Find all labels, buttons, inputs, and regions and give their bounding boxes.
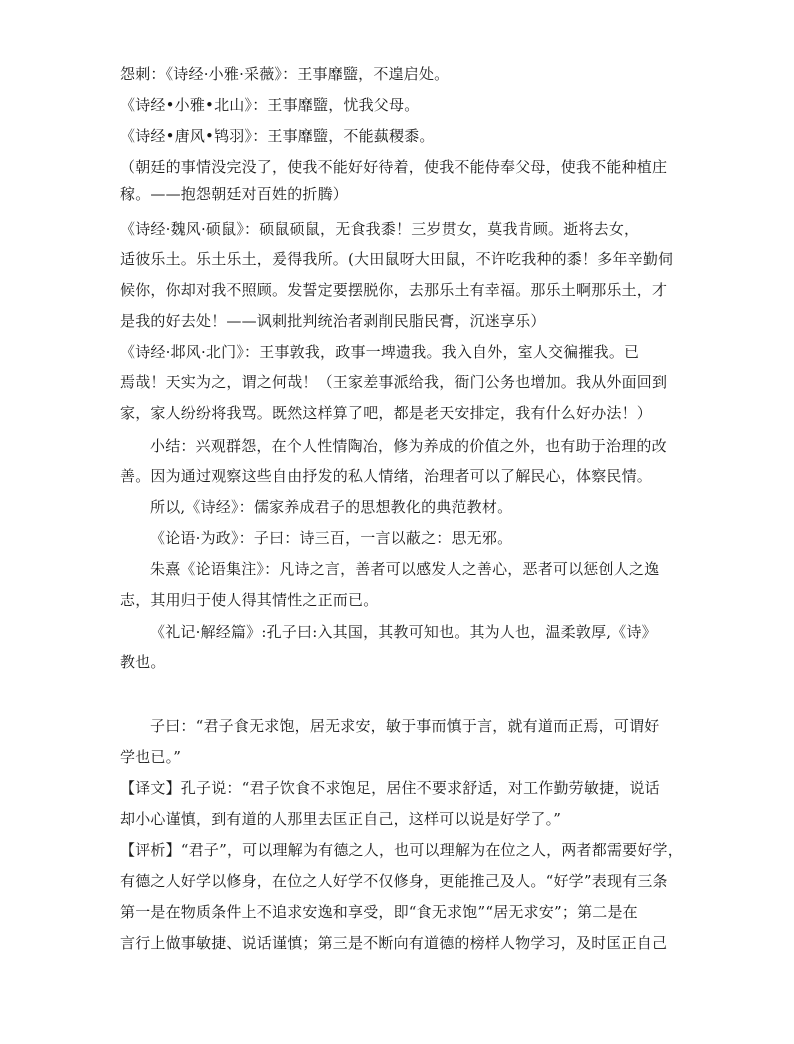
text-line: 《诗经·邶风·北门》：王事敦我，政事一埤遗我。我入自外，室人交徧摧我。已	[120, 343, 640, 361]
text-line: 朱熹《论语集注》：凡诗之言，善者可以感发人之善心，恶者可以惩创人之逸	[150, 560, 660, 578]
text-line: 却小心谨慎，到有道的人那里去匡正自己，这样可以说是好学了。”	[120, 810, 562, 828]
text-line: 学也已。”	[120, 748, 182, 766]
text-line: 候你，你却对我不照顾。发誓定要摆脱你，去那乐土有幸福。那乐土啊那乐土，才	[120, 281, 668, 299]
text-line: 《诗经•小雅•北山》：王事靡盬，忧我父母。	[120, 96, 420, 114]
text-line: 是我的好去处！——讽刺批判统治者剥削民脂民膏，沉迷享乐）	[120, 312, 546, 330]
text-line: 焉哉！天实为之，谓之何哉！（王家差事派给我，衙门公务也增加。我从外面回到	[120, 373, 668, 391]
text-line: 《论语·为政》：子曰：诗三百，一言以蔽之：思无邪。	[150, 529, 513, 547]
text-line: 怨刺：《诗经·小雅·采薇》：王事靡盬，不遑启处。	[120, 65, 450, 83]
text-line: 家，家人纷纷将我骂。既然这样算了吧，都是老天安排定，我有什么好办法！）	[120, 404, 653, 422]
text-line: 志，其用归于使人得其情性之正而已。	[120, 591, 379, 609]
text-line: 子曰：“君子食无求饱，居无求安，敏于事而慎于言，就有道而正焉，可谓好	[150, 717, 660, 735]
text-line: 善。因为通过观察这些自由抒发的私人情绪，治理者可以了解民心，体察民情。	[120, 467, 653, 485]
text-line: 教也。	[120, 653, 166, 671]
text-line: 第一是在物质条件上不追求安逸和享受，即“食无求饱”“居无求安”；第二是在	[120, 903, 638, 921]
text-line: 【译文】孔子说：“君子饮食不求饱足，居住不要求舒适，对工作勤劳敏捷，说话	[120, 779, 660, 797]
text-line: （朝廷的事情没完没了，使我不能好好待着，使我不能侍奉父母，使我不能种植庄	[120, 158, 668, 176]
text-line: 所以,《诗经》：儒家养成君子的思想教化的典范教材。	[150, 498, 513, 516]
text-line: 《礼记·解经篇》:孔子曰:入其国，其教可知也。其为人也，温柔敦厚,《诗》	[150, 623, 657, 641]
text-line: 适彼乐土。乐土乐土，爰得我所。(大田鼠呀大田鼠，不许吃我种的黍！多年辛勤伺	[120, 250, 674, 268]
text-line: 《诗经•唐风•鸨羽》：王事靡盬，不能蓺稷黍。	[120, 127, 435, 145]
text-line: 言行上做事敏捷、说话谨慎；第三是不断向有道德的榜样人物学习，及时匡正自己	[120, 934, 668, 952]
text-line: 有德之人好学以修身，在位之人好学不仅修身，更能推己及人。“好学”表现有三条	[120, 872, 668, 890]
text-line: 小结：兴观群怨，在个人性情陶冶，修为养成的价值之外，也有助于治理的改	[150, 437, 667, 455]
text-line: 《诗经·魏风·硕鼠》：硕鼠硕鼠，无食我黍！三岁贯女，莫我肯顾。逝将去女，	[120, 220, 640, 238]
text-line: 稼。——抱怨朝廷对百姓的折腾）	[120, 185, 349, 203]
text-line: 【评析】“君子”，可以理解为有德之人，也可以理解为在位之人，两者都需要好学，	[120, 841, 683, 859]
